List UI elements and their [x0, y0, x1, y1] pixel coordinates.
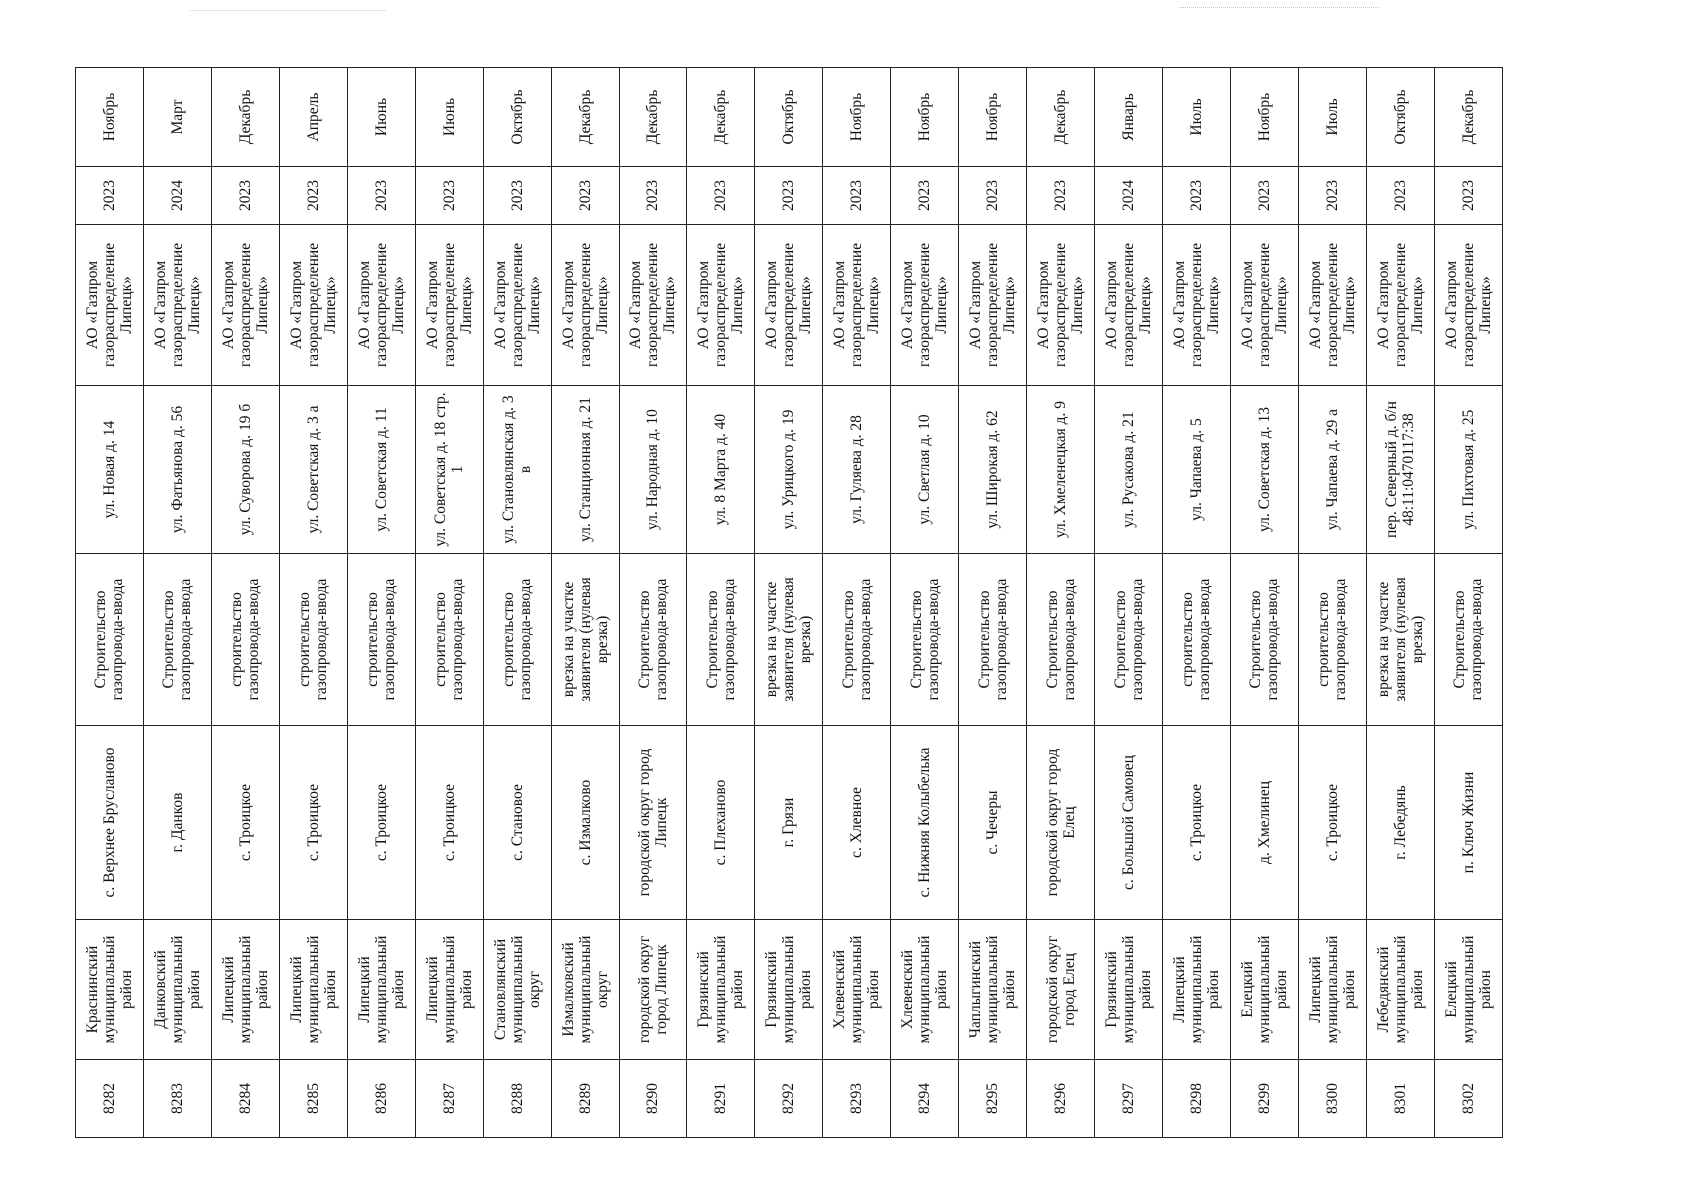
cell-locality: с. Троицкое — [1163, 726, 1231, 920]
cell-row-number: 8301 — [1366, 1060, 1434, 1138]
cell-work-type: Строительство газопровода-ввода — [959, 554, 1027, 726]
cell-year: 2023 — [619, 167, 687, 225]
scan-artifact-top-left — [190, 10, 385, 11]
cell-year: 2023 — [415, 167, 483, 225]
cell-work-type: Строительство газопровода-ввода — [76, 554, 144, 726]
cell-municipal-district: Елецкий муниципальный район — [1434, 920, 1502, 1060]
cell-organization: АО «Газпром газораспределение Липецк» — [76, 225, 144, 386]
cell-locality: с. Чечеры — [959, 726, 1027, 920]
cell-address: пер. Северный д. б/н 48:11:0470117:38 — [1366, 386, 1434, 554]
cell-organization: АО «Газпром газораспределение Липецк» — [619, 225, 687, 386]
cell-address: ул. Урицкого д. 19 — [755, 386, 823, 554]
cell-year: 2023 — [755, 167, 823, 225]
cell-address: ул. Народная д. 10 — [619, 386, 687, 554]
cell-row-number: 8294 — [891, 1060, 959, 1138]
cell-row-number: 8290 — [619, 1060, 687, 1138]
cell-locality: с. Плеханово — [687, 726, 755, 920]
cell-row-number: 8288 — [483, 1060, 551, 1138]
cell-work-type: Строительство газопровода-ввода — [891, 554, 959, 726]
cell-address: ул. Станционная д. 21 — [551, 386, 619, 554]
cell-municipal-district: Хлевенский муниципальный район — [891, 920, 959, 1060]
cell-locality: с. Троицкое — [211, 726, 279, 920]
cell-organization: АО «Газпром газораспределение Липецк» — [483, 225, 551, 386]
cell-year: 2023 — [279, 167, 347, 225]
cell-locality: с. Становое — [483, 726, 551, 920]
gas-connection-registry-table — [75, 67, 1503, 1138]
cell-organization: АО «Газпром газораспределение Липецк» — [1095, 225, 1163, 386]
cell-month: Ноябрь — [1230, 68, 1298, 167]
cell-municipal-district: Липецкий муниципальный район — [279, 920, 347, 1060]
table-row — [823, 68, 891, 1138]
cell-year: 2023 — [1163, 167, 1231, 225]
cell-row-number: 8292 — [755, 1060, 823, 1138]
cell-locality: с. Измалково — [551, 726, 619, 920]
cell-address: ул. Пихтовая д. 25 — [1434, 386, 1502, 554]
cell-year: 2023 — [1230, 167, 1298, 225]
cell-address: ул. Хмеленецкая д. 9 — [1027, 386, 1095, 554]
cell-municipal-district: Грязинский муниципальный район — [755, 920, 823, 1060]
table-row — [687, 68, 755, 1138]
cell-work-type: строительство газопровода-ввода — [483, 554, 551, 726]
cell-row-number: 8282 — [76, 1060, 144, 1138]
table-row — [1366, 68, 1434, 1138]
cell-address: ул. Гуляева д. 28 — [823, 386, 891, 554]
cell-address: ул. Советская д. 3 а — [279, 386, 347, 554]
cell-year: 2023 — [1434, 167, 1502, 225]
cell-address: ул. Чапаева д. 5 — [1163, 386, 1231, 554]
cell-month: Декабрь — [687, 68, 755, 167]
cell-year: 2024 — [143, 167, 211, 225]
cell-work-type: строительство газопровода-ввода — [1298, 554, 1366, 726]
table-row — [415, 68, 483, 1138]
cell-work-type: строительство газопровода-ввода — [279, 554, 347, 726]
table-row — [1163, 68, 1231, 1138]
cell-work-type: Строительство газопровода-ввода — [143, 554, 211, 726]
cell-month: Ноябрь — [959, 68, 1027, 167]
cell-locality: д. Хмелинец — [1230, 726, 1298, 920]
cell-month: Октябрь — [483, 68, 551, 167]
cell-row-number: 8299 — [1230, 1060, 1298, 1138]
cell-work-type: Строительство газопровода-ввода — [1027, 554, 1095, 726]
table-row — [279, 68, 347, 1138]
cell-year: 2023 — [1366, 167, 1434, 225]
table-row — [619, 68, 687, 1138]
cell-locality: г. Лебедянь — [1366, 726, 1434, 920]
scan-artifact-top-right — [1180, 7, 1380, 8]
table-row — [347, 68, 415, 1138]
cell-row-number: 8293 — [823, 1060, 891, 1138]
table-row — [959, 68, 1027, 1138]
cell-locality: городской округ город Липецк — [619, 726, 687, 920]
table-row — [891, 68, 959, 1138]
cell-address: ул. Светлая д. 10 — [891, 386, 959, 554]
cell-work-type: Строительство газопровода-ввода — [1434, 554, 1502, 726]
cell-month: Ноябрь — [76, 68, 144, 167]
cell-work-type: Строительство газопровода-ввода — [1230, 554, 1298, 726]
cell-work-type: врезка на участке заявителя (нулевая врезка) — [1366, 554, 1434, 726]
cell-work-type: строительство газопровода-ввода — [211, 554, 279, 726]
cell-year: 2023 — [1298, 167, 1366, 225]
cell-row-number: 8286 — [347, 1060, 415, 1138]
cell-locality: г. Данков — [143, 726, 211, 920]
cell-address: ул. Фатьянова д. 56 — [143, 386, 211, 554]
cell-address: ул. Советская д. 13 — [1230, 386, 1298, 554]
cell-locality: с. Большой Самовец — [1095, 726, 1163, 920]
cell-municipal-district: Липецкий муниципальный район — [211, 920, 279, 1060]
cell-row-number: 8289 — [551, 1060, 619, 1138]
cell-organization: АО «Газпром газораспределение Липецк» — [755, 225, 823, 386]
cell-work-type: Строительство газопровода-ввода — [1095, 554, 1163, 726]
cell-year: 2023 — [76, 167, 144, 225]
table-row — [211, 68, 279, 1138]
cell-locality: с. Нижняя Колыбелька — [891, 726, 959, 920]
cell-month: Декабрь — [211, 68, 279, 167]
cell-year: 2024 — [1095, 167, 1163, 225]
cell-locality: городской округ город Елец — [1027, 726, 1095, 920]
cell-row-number: 8295 — [959, 1060, 1027, 1138]
cell-locality: с. Троицкое — [279, 726, 347, 920]
cell-address: ул. Становлянская д. 3 в — [483, 386, 551, 554]
cell-organization: АО «Газпром газораспределение Липецк» — [211, 225, 279, 386]
cell-row-number: 8298 — [1163, 1060, 1231, 1138]
cell-organization: АО «Газпром газораспределение Липецк» — [415, 225, 483, 386]
cell-month: Декабрь — [551, 68, 619, 167]
cell-work-type: строительство газопровода-ввода — [415, 554, 483, 726]
cell-work-type: Строительство газопровода-ввода — [823, 554, 891, 726]
cell-organization: АО «Газпром газораспределение Липецк» — [279, 225, 347, 386]
cell-municipal-district: городской округ город Липецк — [619, 920, 687, 1060]
cell-year: 2023 — [891, 167, 959, 225]
table-row — [76, 68, 144, 1138]
cell-locality: п. Ключ Жизни — [1434, 726, 1502, 920]
cell-row-number: 8291 — [687, 1060, 755, 1138]
cell-municipal-district: Липецкий муниципальный район — [1163, 920, 1231, 1060]
cell-row-number: 8296 — [1027, 1060, 1095, 1138]
table-row — [143, 68, 211, 1138]
cell-year: 2023 — [551, 167, 619, 225]
cell-municipal-district: Грязинский муниципальный район — [687, 920, 755, 1060]
cell-month: Июль — [1298, 68, 1366, 167]
cell-address: ул. 8 Марта д. 40 — [687, 386, 755, 554]
cell-organization: АО «Газпром газораспределение Липецк» — [347, 225, 415, 386]
cell-row-number: 8300 — [1298, 1060, 1366, 1138]
cell-locality: с. Хлевное — [823, 726, 891, 920]
cell-month: Декабрь — [1027, 68, 1095, 167]
table-row — [1298, 68, 1366, 1138]
registry-body — [76, 68, 1503, 1138]
cell-work-type: строительство газопровода-ввода — [347, 554, 415, 726]
cell-municipal-district: Елецкий муниципальный район — [1230, 920, 1298, 1060]
cell-work-type: строительство газопровода-ввода — [1163, 554, 1231, 726]
cell-municipal-district: Липецкий муниципальный район — [347, 920, 415, 1060]
cell-municipal-district: Измалковский муниципальный округ — [551, 920, 619, 1060]
cell-month: Ноябрь — [823, 68, 891, 167]
cell-year: 2023 — [347, 167, 415, 225]
cell-year: 2023 — [211, 167, 279, 225]
cell-organization: АО «Газпром газораспределение Липецк» — [891, 225, 959, 386]
cell-organization: АО «Газпром газораспределение Липецк» — [1434, 225, 1502, 386]
cell-address: ул. Советская д. 18 стр. 1 — [415, 386, 483, 554]
cell-locality: с. Троицкое — [415, 726, 483, 920]
cell-month: Декабрь — [1434, 68, 1502, 167]
cell-organization: АО «Газпром газораспределение Липецк» — [687, 225, 755, 386]
cell-month: Апрель — [279, 68, 347, 167]
table-row — [483, 68, 551, 1138]
cell-address: ул. Советская д. 11 — [347, 386, 415, 554]
cell-municipal-district: Грязинский муниципальный район — [1095, 920, 1163, 1060]
cell-month: Декабрь — [619, 68, 687, 167]
cell-municipal-district: Данковский муниципальный район — [143, 920, 211, 1060]
cell-row-number: 8297 — [1095, 1060, 1163, 1138]
cell-work-type: врезка на участке заявителя (нулевая врезка) — [551, 554, 619, 726]
cell-month: Октябрь — [755, 68, 823, 167]
cell-year: 2023 — [483, 167, 551, 225]
cell-organization: АО «Газпром газораспределение Липецк» — [959, 225, 1027, 386]
cell-month: Ноябрь — [891, 68, 959, 167]
cell-municipal-district: Липецкий муниципальный район — [1298, 920, 1366, 1060]
cell-month: Июнь — [347, 68, 415, 167]
cell-organization: АО «Газпром газораспределение Липецк» — [1366, 225, 1434, 386]
cell-municipal-district: Становлянский муниципальный округ — [483, 920, 551, 1060]
cell-organization: АО «Газпром газораспределение Липецк» — [1298, 225, 1366, 386]
cell-locality: с. Троицкое — [1298, 726, 1366, 920]
cell-month: Октябрь — [1366, 68, 1434, 167]
cell-address: ул. Русакова д. 21 — [1095, 386, 1163, 554]
cell-address: ул. Суворова д. 19 б — [211, 386, 279, 554]
table-row — [755, 68, 823, 1138]
cell-municipal-district: Лебедянский муниципальный район — [1366, 920, 1434, 1060]
table-row — [551, 68, 619, 1138]
cell-municipal-district: городской округ город Елец — [1027, 920, 1095, 1060]
cell-row-number: 8287 — [415, 1060, 483, 1138]
cell-organization: АО «Газпром газораспределение Липецк» — [823, 225, 891, 386]
cell-locality: г. Грязи — [755, 726, 823, 920]
cell-locality: с. Верхнее Брусланово — [76, 726, 144, 920]
cell-organization: АО «Газпром газораспределение Липецк» — [143, 225, 211, 386]
cell-month: Июль — [1163, 68, 1231, 167]
cell-municipal-district: Чаплыгинский муниципальный район — [959, 920, 1027, 1060]
cell-municipal-district: Хлевенский муниципальный район — [823, 920, 891, 1060]
cell-address: ул. Новая д. 14 — [76, 386, 144, 554]
cell-row-number: 8283 — [143, 1060, 211, 1138]
cell-work-type: Строительство газопровода-ввода — [619, 554, 687, 726]
cell-year: 2023 — [959, 167, 1027, 225]
cell-row-number: 8302 — [1434, 1060, 1502, 1138]
cell-month: Июнь — [415, 68, 483, 167]
table-row — [1434, 68, 1502, 1138]
cell-municipal-district: Липецкий муниципальный район — [415, 920, 483, 1060]
cell-address: ул. Чапаева д. 29 а — [1298, 386, 1366, 554]
cell-row-number: 8285 — [279, 1060, 347, 1138]
table-row — [1230, 68, 1298, 1138]
cell-organization: АО «Газпром газораспределение Липецк» — [1230, 225, 1298, 386]
cell-organization: АО «Газпром газораспределение Липецк» — [551, 225, 619, 386]
rotated-document-page — [75, 68, 1570, 1138]
cell-work-type: Строительство газопровода-ввода — [687, 554, 755, 726]
table-row — [1095, 68, 1163, 1138]
cell-row-number: 8284 — [211, 1060, 279, 1138]
cell-locality: с. Троицкое — [347, 726, 415, 920]
cell-municipal-district: Краснинский муниципальный район — [76, 920, 144, 1060]
cell-work-type: врезка на участке заявителя (нулевая врезка) — [755, 554, 823, 726]
cell-year: 2023 — [687, 167, 755, 225]
cell-month: Январь — [1095, 68, 1163, 167]
cell-organization: АО «Газпром газораспределение Липецк» — [1163, 225, 1231, 386]
cell-year: 2023 — [1027, 167, 1095, 225]
cell-organization: АО «Газпром газораспределение Липецк» — [1027, 225, 1095, 386]
cell-year: 2023 — [823, 167, 891, 225]
cell-address: ул. Широкая д. 62 — [959, 386, 1027, 554]
table-row — [1027, 68, 1095, 1138]
cell-month: Март — [143, 68, 211, 167]
